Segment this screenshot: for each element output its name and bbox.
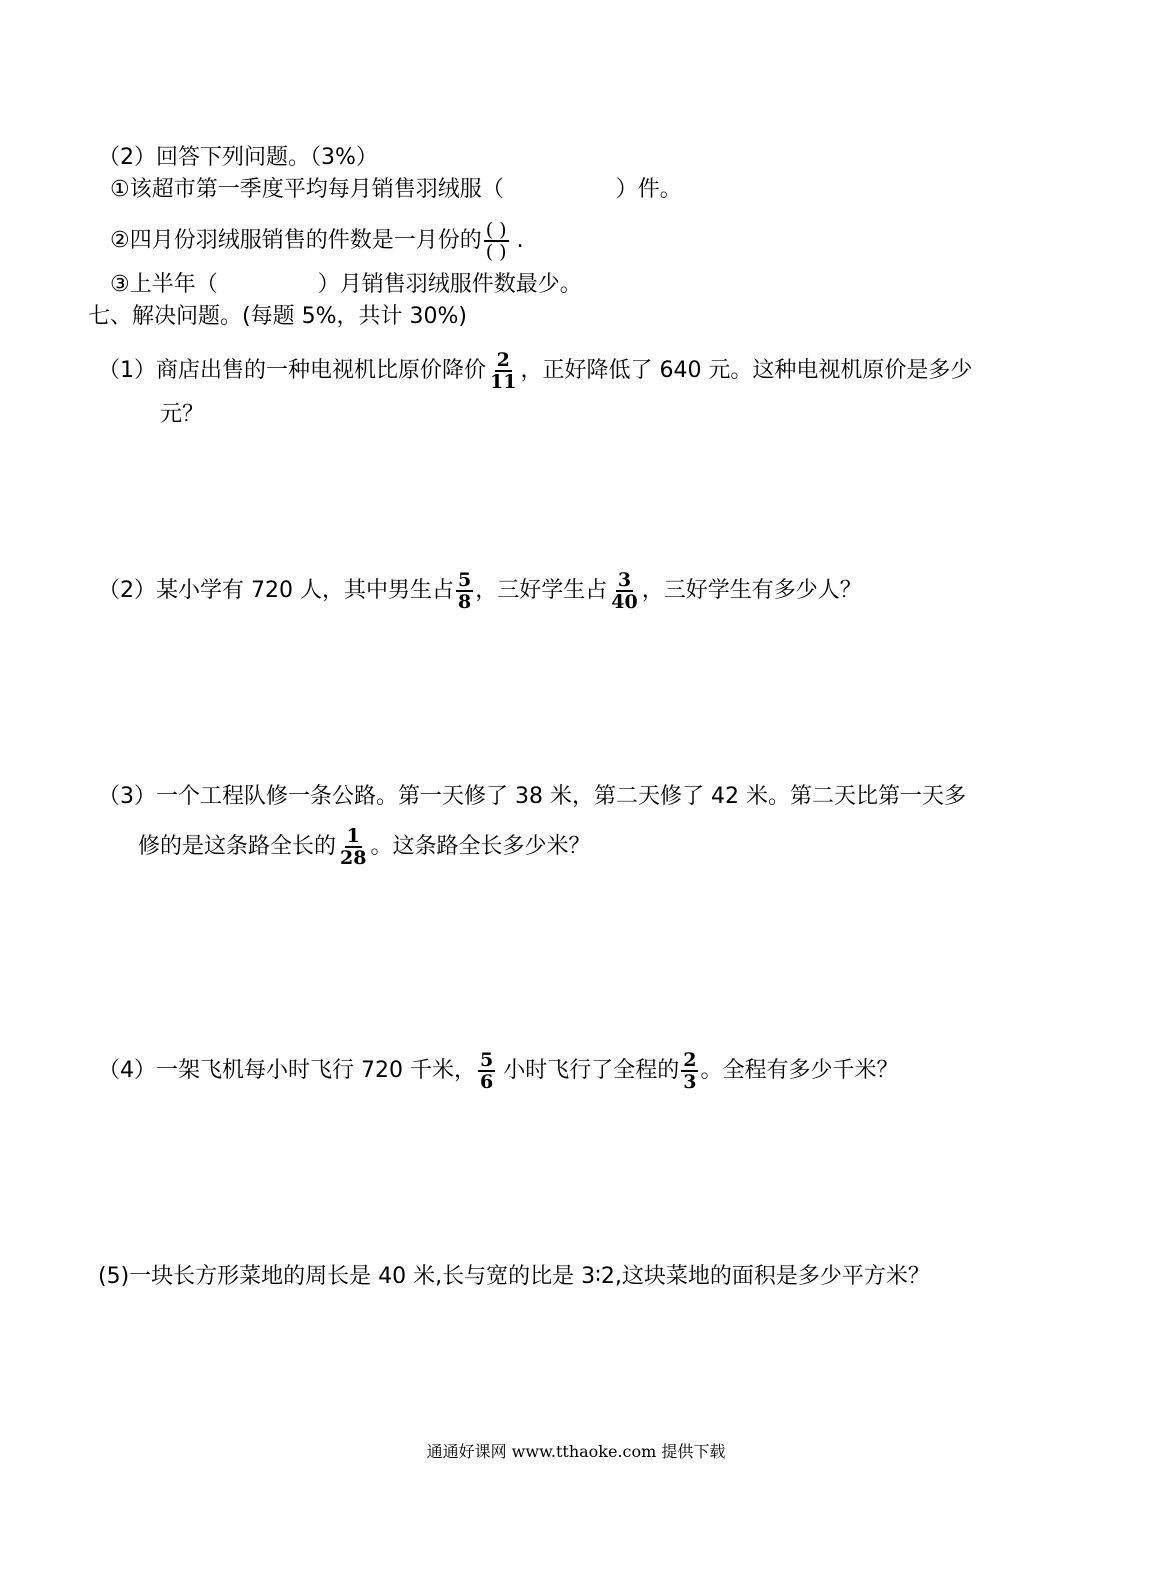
fraction: $\frac{2}{3}$ — [683, 1049, 697, 1093]
problem-1: （1）商店出售的一种电视机比原价降价 $\frac{2}{11}$ ，正好降低了 640 元。这种电视机原价是多少 — [98, 349, 973, 393]
fraction: $\frac{5}{8}$ — [457, 569, 472, 613]
q2-item-3: ③上半年（ ）月销售羽绒服件数最少。 — [110, 272, 582, 297]
problem-4: （4）一架飞机每小时飞行 720 千米， $\frac{5}{6}$ 小时飞行了全程的 $\frac{2}{3}$ 。全程有多少千米？ — [98, 1049, 899, 1093]
answer-fraction-blank[interactable]: $\frac{( )}{( )}$ — [485, 219, 507, 263]
problem-2: （2）某小学有 720 人，其中男生占 $\frac{5}{8}$ ，三好学生占 $\frac{3}{40}$ ，三好学生有多少人？ — [98, 569, 862, 613]
q2-item-1: ①该超市第一季度平均每月销售羽绒服（ ）件。 — [110, 177, 682, 202]
footer-credit: 通通好课网 www.tthaoke.com 提供下载 — [426, 1442, 726, 1461]
problem-1-line-2: 元？ — [160, 402, 205, 427]
problem-3: （3）一个工程队修一条公路。第一天修了 38 米，第二天修了 42 米。第二天比第一天多 — [98, 784, 966, 809]
fraction: $\frac{1}{28}$ — [340, 825, 367, 869]
q2-title: （2）回答下列问题。（3%） — [98, 145, 378, 170]
fraction: $\frac{3}{40}$ — [611, 569, 638, 613]
fraction: $\frac{2}{11}$ — [490, 349, 517, 393]
section-7-title: 七、解决问题。(每题 5%，共计 30%) — [88, 304, 467, 329]
problem-3-line-2: 修的是这条路全长的 $\frac{1}{28}$ 。这条路全长多少米？ — [138, 825, 591, 869]
fraction: $\frac{5}{6}$ — [479, 1049, 494, 1093]
problem-5: (5)一块长方形菜地的周长是 40 米,长与宽的比是 3∶2,这块菜地的面积是多少平方米？ — [98, 1264, 930, 1289]
q2-item-2: ②四月份羽绒服销售的件数是一月份的 $\frac{( )}{( )}$ . — [110, 219, 524, 263]
